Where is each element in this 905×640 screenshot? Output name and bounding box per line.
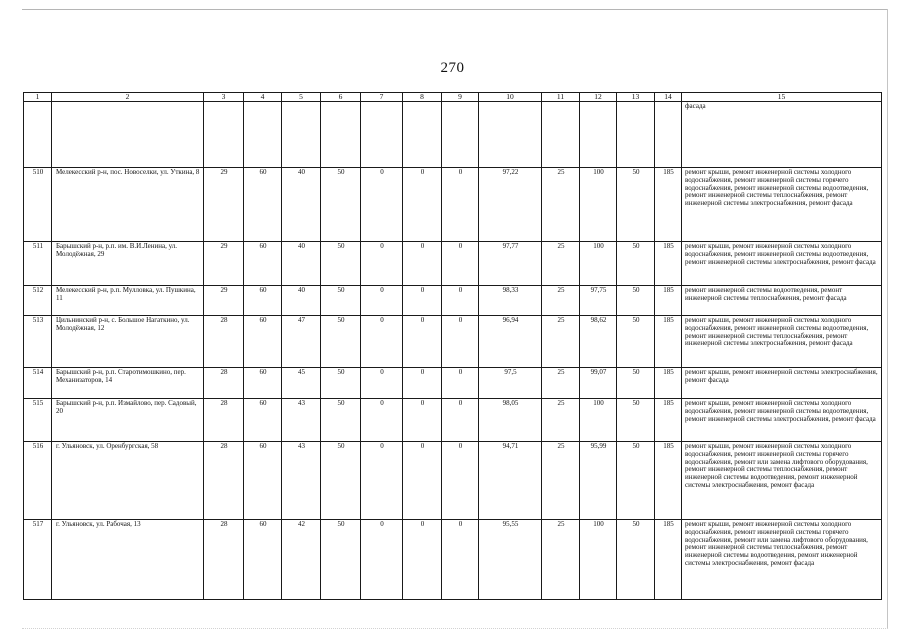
value-cell: 60 xyxy=(244,242,282,286)
value-cell: 0 xyxy=(442,442,479,520)
value-cell: 29 xyxy=(204,168,244,242)
column-header: 11 xyxy=(542,93,580,102)
scan-bottom-edge xyxy=(22,628,888,629)
table-row xyxy=(24,168,882,242)
column-header: 3 xyxy=(204,93,244,102)
value-cell: 0 xyxy=(403,442,442,520)
value-cell: 43 xyxy=(282,442,321,520)
value-cell: 50 xyxy=(617,286,655,316)
value-cell: 185 xyxy=(655,286,682,316)
value-cell: 29 xyxy=(204,242,244,286)
value-cell: 25 xyxy=(542,399,580,442)
row-number: 514 xyxy=(24,368,52,399)
continuation-row xyxy=(24,102,882,168)
value-cell: 25 xyxy=(542,442,580,520)
value-cell: 0 xyxy=(442,242,479,286)
works-cell: ремонт крыши, ремонт инженерной системы холодного водоснабжения, ремонт инженерной системы горячего водоснабжения, ремонт или замена лифтового оборудования, ремонт инженерной системы теплоснабжения, ремонт инженерной системы водоотведения, ремонт инженерной системы электроснабжения, ремонт фасада xyxy=(682,442,882,520)
value-cell: 50 xyxy=(321,168,361,242)
value-cell: 95,55 xyxy=(479,520,542,600)
value-cell: 0 xyxy=(361,442,403,520)
table-row xyxy=(24,399,882,442)
value-cell: 94,71 xyxy=(479,442,542,520)
scan-top-edge xyxy=(22,9,888,10)
value-cell: 0 xyxy=(403,286,442,316)
column-header: 5 xyxy=(282,93,321,102)
value-cell: 0 xyxy=(442,286,479,316)
value-cell: 185 xyxy=(655,442,682,520)
value-cell: 0 xyxy=(403,368,442,399)
column-header: 8 xyxy=(403,93,442,102)
value-cell: 60 xyxy=(244,399,282,442)
value-cell: 0 xyxy=(403,520,442,600)
value-cell: 50 xyxy=(321,242,361,286)
value-cell: 42 xyxy=(282,520,321,600)
row-number: 513 xyxy=(24,316,52,368)
column-header: 14 xyxy=(655,93,682,102)
value-cell: 0 xyxy=(403,168,442,242)
row-number: 515 xyxy=(24,399,52,442)
value-cell: 185 xyxy=(655,168,682,242)
table-row xyxy=(24,442,882,520)
column-header: 9 xyxy=(442,93,479,102)
address-cell: Мелекесский р-н, р.п. Мулловка, ул. Пушкина, 11 xyxy=(52,286,204,316)
value-cell: 0 xyxy=(361,520,403,600)
value-cell: 28 xyxy=(204,520,244,600)
works-cell: ремонт крыши, ремонт инженерной системы холодного водоснабжения, ремонт инженерной системы водоотведения, ремонт инженерной системы электроснабжения, ремонт фасада xyxy=(682,242,882,286)
value-cell: 97,75 xyxy=(580,286,617,316)
value-cell: 0 xyxy=(361,368,403,399)
value-cell: 47 xyxy=(282,316,321,368)
value-cell: 28 xyxy=(204,368,244,399)
value-cell: 100 xyxy=(580,168,617,242)
value-cell: 50 xyxy=(321,316,361,368)
row-number: 510 xyxy=(24,168,52,242)
table-row xyxy=(24,520,882,600)
value-cell: 0 xyxy=(361,399,403,442)
value-cell: 0 xyxy=(403,316,442,368)
continuation-text: фасада xyxy=(682,102,882,168)
row-number: 517 xyxy=(24,520,52,600)
works-cell: ремонт крыши, ремонт инженерной системы электроснабжения, ремонт фасада xyxy=(682,368,882,399)
value-cell: 50 xyxy=(321,286,361,316)
address-cell: Барышский р-н, р.п. Измайлово, пер. Садовый, 20 xyxy=(52,399,204,442)
works-cell: ремонт крыши, ремонт инженерной системы холодного водоснабжения, ремонт инженерной системы водоотведения, ремонт инженерной системы теплоснабжения, ремонт инженерной системы электроснабжения, ремонт фасада xyxy=(682,316,882,368)
header-row xyxy=(24,93,882,102)
value-cell: 40 xyxy=(282,286,321,316)
value-cell: 0 xyxy=(361,286,403,316)
value-cell: 97,77 xyxy=(479,242,542,286)
column-header: 7 xyxy=(361,93,403,102)
value-cell: 50 xyxy=(617,168,655,242)
value-cell: 50 xyxy=(321,520,361,600)
value-cell: 97,22 xyxy=(479,168,542,242)
value-cell: 99,07 xyxy=(580,368,617,399)
value-cell: 28 xyxy=(204,442,244,520)
column-header: 12 xyxy=(580,93,617,102)
value-cell: 43 xyxy=(282,399,321,442)
address-cell: г. Ульяновск, ул. Оренбургская, 58 xyxy=(52,442,204,520)
value-cell: 100 xyxy=(580,242,617,286)
value-cell: 50 xyxy=(321,399,361,442)
value-cell: 0 xyxy=(442,368,479,399)
value-cell: 0 xyxy=(403,399,442,442)
value-cell: 25 xyxy=(542,368,580,399)
column-header: 15 xyxy=(682,93,882,102)
table-row xyxy=(24,286,882,316)
value-cell: 185 xyxy=(655,368,682,399)
value-cell: 50 xyxy=(617,368,655,399)
value-cell: 60 xyxy=(244,520,282,600)
value-cell: 28 xyxy=(204,316,244,368)
value-cell: 50 xyxy=(617,316,655,368)
value-cell: 0 xyxy=(442,399,479,442)
value-cell: 100 xyxy=(580,399,617,442)
address-cell: Цильнинский р-н, с. Большое Нагаткино, ул. Молодёжная, 12 xyxy=(52,316,204,368)
value-cell: 50 xyxy=(617,442,655,520)
value-cell: 50 xyxy=(617,520,655,600)
works-cell: ремонт крыши, ремонт инженерной системы холодного водоснабжения, ремонт инженерной системы горячего водоснабжения, ремонт инженерной системы водоотведения, ремонт инженерной системы теплоснабжения, ремонт инженерной системы электроснабжения, ремонт фасада xyxy=(682,168,882,242)
column-header: 10 xyxy=(479,93,542,102)
value-cell: 50 xyxy=(321,368,361,399)
value-cell: 185 xyxy=(655,520,682,600)
value-cell: 98,05 xyxy=(479,399,542,442)
scan-right-edge xyxy=(887,9,888,629)
value-cell: 60 xyxy=(244,442,282,520)
address-cell: Барышский р-н, р.п. Старотимошкино, пер. Механизаторов, 14 xyxy=(52,368,204,399)
value-cell: 95,99 xyxy=(580,442,617,520)
value-cell: 50 xyxy=(321,442,361,520)
value-cell: 40 xyxy=(282,242,321,286)
value-cell: 185 xyxy=(655,242,682,286)
value-cell: 25 xyxy=(542,520,580,600)
works-cell: ремонт крыши, ремонт инженерной системы холодного водоснабжения, ремонт инженерной системы водоотведения, ремонт инженерной системы электроснабжения, ремонт фасада xyxy=(682,399,882,442)
value-cell: 25 xyxy=(542,286,580,316)
value-cell: 28 xyxy=(204,399,244,442)
value-cell: 100 xyxy=(580,520,617,600)
table-row xyxy=(24,242,882,286)
value-cell: 25 xyxy=(542,168,580,242)
value-cell: 185 xyxy=(655,316,682,368)
value-cell: 0 xyxy=(361,242,403,286)
value-cell: 97,5 xyxy=(479,368,542,399)
value-cell: 0 xyxy=(361,316,403,368)
works-cell: ремонт инженерной системы водоотведения, ремонт инженерной системы теплоснабжения, ремонт фасада xyxy=(682,286,882,316)
repair-program-table xyxy=(23,92,882,600)
column-header: 4 xyxy=(244,93,282,102)
column-header: 6 xyxy=(321,93,361,102)
value-cell: 60 xyxy=(244,286,282,316)
column-header: 2 xyxy=(52,93,204,102)
page-number: 270 xyxy=(440,60,465,76)
value-cell: 25 xyxy=(542,242,580,286)
value-cell: 29 xyxy=(204,286,244,316)
address-cell: г. Ульяновск, ул. Рабочая, 13 xyxy=(52,520,204,600)
value-cell: 0 xyxy=(403,242,442,286)
value-cell: 60 xyxy=(244,368,282,399)
table-row xyxy=(24,368,882,399)
value-cell: 185 xyxy=(655,399,682,442)
row-number: 511 xyxy=(24,242,52,286)
value-cell: 0 xyxy=(442,168,479,242)
value-cell: 50 xyxy=(617,242,655,286)
row-number: 512 xyxy=(24,286,52,316)
value-cell: 0 xyxy=(442,316,479,368)
value-cell: 50 xyxy=(617,399,655,442)
row-number: 516 xyxy=(24,442,52,520)
value-cell: 40 xyxy=(282,168,321,242)
value-cell: 98,62 xyxy=(580,316,617,368)
column-header: 13 xyxy=(617,93,655,102)
value-cell: 0 xyxy=(442,520,479,600)
value-cell: 98,33 xyxy=(479,286,542,316)
value-cell: 0 xyxy=(361,168,403,242)
table-row xyxy=(24,316,882,368)
address-cell: Барышский р-н, р.п. им. В.И.Ленина, ул. Молодёжная, 29 xyxy=(52,242,204,286)
works-cell: ремонт крыши, ремонт инженерной системы холодного водоснабжения, ремонт инженерной системы горячего водоснабжения, ремонт или замена лифтового оборудования, ремонт инженерной системы теплоснабжения, ремонт инженерной системы водоотведения, ремонт инженерной системы электроснабжения, ремонт фасада xyxy=(682,520,882,600)
column-header: 1 xyxy=(24,93,52,102)
value-cell: 60 xyxy=(244,168,282,242)
value-cell: 60 xyxy=(244,316,282,368)
value-cell: 25 xyxy=(542,316,580,368)
value-cell: 45 xyxy=(282,368,321,399)
value-cell: 96,94 xyxy=(479,316,542,368)
address-cell: Мелекесский р-н, пос. Новоселки, ул. Уткина, 8 xyxy=(52,168,204,242)
